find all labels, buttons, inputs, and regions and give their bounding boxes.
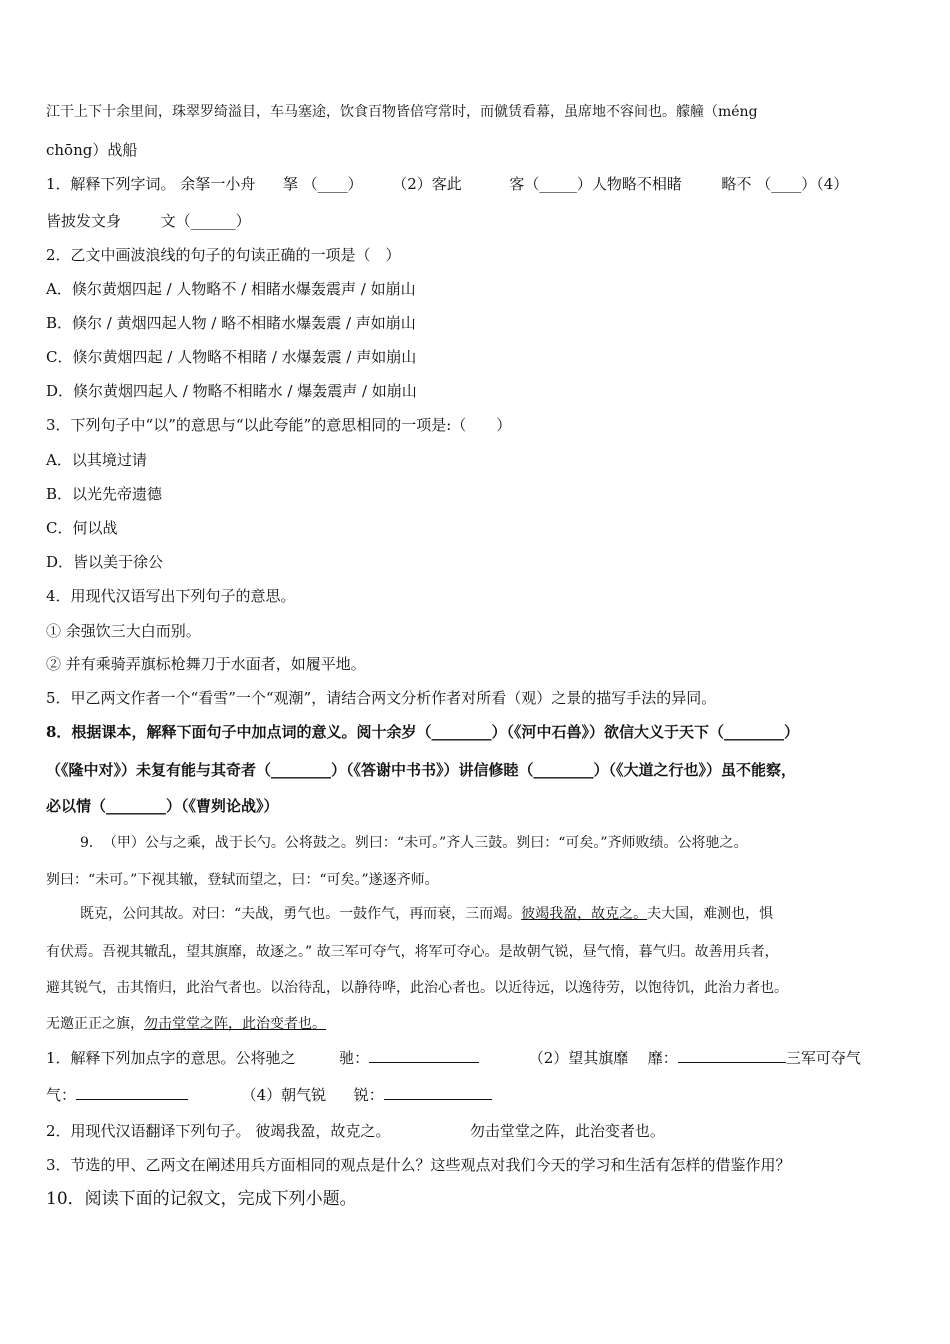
- passage-line: 避其锐气，击其惰归，此治气者也。以治待乱，以静待哗，此治心者也。以近待远，以逸待劳，以饱待饥，此治力者也。: [46, 980, 788, 996]
- passage-line: 有伏焉。吾视其辙乱，望其旗靡，故逐之。” 故三军可夺气，将军可夺心。是故朝气锐，昼气惰，暮气归。故善用兵者，: [46, 944, 779, 960]
- sub-question-text: 2．用现代汉语翻译下列句子。 彼竭我盈，故克之。: [46, 1122, 391, 1140]
- sub-question-text: （4）朝气锐: [241, 1086, 327, 1104]
- underlined-sentence: 彼竭我盈，故克之。: [521, 906, 648, 922]
- answer-blank[interactable]: [384, 1085, 492, 1100]
- answer-blank[interactable]: [76, 1085, 188, 1100]
- question-4: 4．用现代汉语写出下列句子的意思。: [46, 587, 296, 605]
- question-8-line-2: （《隆中对》）未复有能与其奇者（________）（《答谢中书书》）讲信修睦（________）（《大道之行也》）虽不能察，: [46, 761, 797, 779]
- sub-question-3: 3．节选的甲、乙两文在阐述用兵方面相同的观点是什么？这些观点对我们今天的学习和生活有怎样的借鉴作用？: [46, 1156, 791, 1174]
- passage-text: 无邀正正之旗，: [46, 1016, 144, 1032]
- passage-line: 9． （甲）公与之乘，战于长勺。公将鼓之。刿曰：“未可。”齐人三鼓。刿曰：“可矣。”齐师败绩。公将驰之。: [80, 835, 748, 851]
- sub-question-text: 靡：: [647, 1049, 678, 1067]
- option-b: B．以光先帝遗德: [46, 485, 163, 503]
- q1-part: 略不 （____）（4）: [721, 175, 849, 193]
- question-2: 2．乙文中画波浪线的句子的句读正确的一项是（ ）: [46, 246, 401, 264]
- question-1-line-2: [46, 211, 910, 231]
- q1-part: 文（______）: [160, 212, 251, 230]
- q1-part: 客（_____）人物略不相睹: [509, 175, 682, 193]
- option-d: D．皆以美于徐公: [46, 553, 164, 571]
- passage-text: 既克，公问其故。对曰：“夫战，勇气也。一鼓作气，再而衰，三而竭。: [80, 906, 522, 922]
- sub-question-1: [46, 1048, 910, 1068]
- q1-part: 1．解释下列字词。 余拏一小舟: [46, 175, 256, 193]
- question-8-line-3: 必以情（________）（《曹刿论战》）: [46, 797, 279, 815]
- question-10: 10．阅读下面的记叙文，完成下列小题。: [46, 1189, 357, 1209]
- sentence-1: ① 余强饮三大白而别。: [46, 622, 201, 640]
- q1-part: 皆披发文身: [46, 212, 122, 230]
- passage-line: [80, 904, 910, 924]
- sub-question-1-line-2: [46, 1085, 910, 1105]
- answer-blank[interactable]: [369, 1048, 479, 1063]
- question-3: 3．下列句子中“以”的意思与“以此夸能”的意思相同的一项是:（ ）: [46, 416, 512, 434]
- option-c: C．倏尔黄烟四起 / 人物略不相睹 / 水爆轰震 / 声如崩山: [46, 348, 417, 366]
- text-line: chōng）战船: [46, 141, 138, 159]
- sub-question-text: 勿击堂堂之阵，此治变者也。: [469, 1122, 665, 1140]
- question-5: 5．甲乙两文作者一个“看雪”一个“观潮”，请结合两文分析作者对所看（观）之景的描写手法的异同。: [46, 689, 717, 707]
- sub-question-text: 1．解释下列加点字的意思。公将驰之: [46, 1049, 296, 1067]
- sub-question-text: 气：: [46, 1086, 77, 1104]
- sub-question-text: 锐：: [353, 1086, 384, 1104]
- sub-question-text: 驰：: [339, 1049, 370, 1067]
- passage-line: 刿曰：“未可。”下视其辙，登轼而望之，曰：“可矣。”遂逐齐师。: [46, 872, 439, 888]
- q1-part: （2）客此: [392, 175, 462, 193]
- option-c: C．何以战: [46, 519, 118, 537]
- underlined-sentence: 勿击堂堂之阵，此治变者也。: [144, 1016, 326, 1032]
- sentence-2: ② 并有乘骑弄旗标枪舞刀于水面者，如履平地。: [46, 655, 366, 673]
- question-8-line-1: 8．根据课本，解释下面句子中加点词的意义。阅十余岁（________）（《河中石兽》）欲信大义于天下（________）: [46, 723, 799, 741]
- passage-line: [46, 1014, 910, 1034]
- q1-part: 拏 （____）: [282, 175, 363, 193]
- text-line: 江干上下十余里间，珠翠罗绮溢目，车马塞途，饮食百物皆倍穹常时，而僦赁看幕，虽席地不容间也。艨艟（méng: [46, 104, 758, 120]
- sub-question-text: 三军可夺气: [785, 1049, 861, 1067]
- option-a: A．倏尔黄烟四起 / 人物略不 / 相睹水爆轰震声 / 如崩山: [46, 280, 416, 298]
- answer-blank[interactable]: [678, 1048, 786, 1063]
- sub-question-text: （2）望其旗靡: [528, 1049, 629, 1067]
- option-a: A．以其境过请: [46, 451, 147, 469]
- sub-question-2: [46, 1121, 910, 1141]
- passage-text: 夫大国，难测也，惧: [647, 906, 774, 922]
- option-d: D．倏尔黄烟四起人 / 物略不相睹水 / 爆轰震声 / 如崩山: [46, 382, 417, 400]
- option-b: B．倏尔 / 黄烟四起人物 / 略不相睹水爆轰震 / 声如崩山: [46, 314, 416, 332]
- question-1-line: [46, 174, 910, 194]
